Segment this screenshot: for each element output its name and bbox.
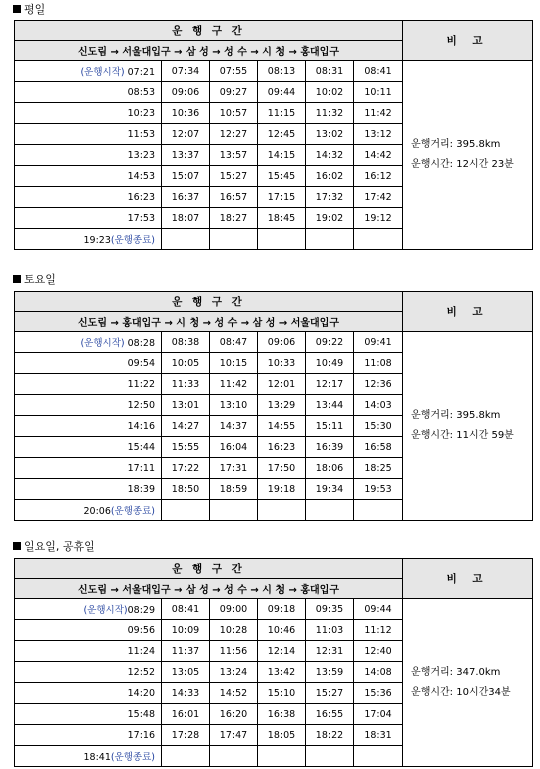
end-tag: (운행종료) xyxy=(110,752,155,763)
time-cell: 12:27 xyxy=(210,124,258,145)
header-note: 비 고 xyxy=(403,559,533,599)
time-cell: 19:02 xyxy=(306,208,354,229)
time-cell: 12:40 xyxy=(354,641,403,662)
time-cell: 14:03 xyxy=(354,395,403,416)
last-departure-time: 19:23 xyxy=(83,235,111,246)
time-cell: 12:14 xyxy=(258,641,306,662)
departure-time: 14:16 xyxy=(15,416,162,437)
section-title-saturday xyxy=(13,273,56,287)
departure-time: 07:21 xyxy=(127,67,155,78)
time-cell: 08:47 xyxy=(210,332,258,353)
time-cell: 11:56 xyxy=(210,641,258,662)
time-cell: 12:45 xyxy=(258,124,306,145)
time-cell: 11:42 xyxy=(210,374,258,395)
time-cell: 12:07 xyxy=(162,124,210,145)
time-cell: 10:05 xyxy=(162,353,210,374)
time-cell: 11:32 xyxy=(306,103,354,124)
time-cell: 14:32 xyxy=(306,145,354,166)
time-cell: 16:12 xyxy=(354,166,403,187)
time-cell: 18:45 xyxy=(258,208,306,229)
departure-time: 12:52 xyxy=(15,662,162,683)
time-cell: 13:05 xyxy=(162,662,210,683)
duration-text: 운행시간: 11시간 59분 xyxy=(411,430,514,441)
empty-cell xyxy=(162,229,210,250)
time-cell: 14:42 xyxy=(354,145,403,166)
time-cell: 17:32 xyxy=(306,187,354,208)
time-cell: 09:27 xyxy=(210,82,258,103)
time-cell: 16:02 xyxy=(306,166,354,187)
last-departure-cell xyxy=(15,500,162,521)
header-note: 비 고 xyxy=(403,21,533,61)
empty-cell xyxy=(258,500,306,521)
empty-cell xyxy=(162,500,210,521)
time-cell: 18:50 xyxy=(162,479,210,500)
time-cell: 09:44 xyxy=(258,82,306,103)
time-cell: 10:46 xyxy=(258,620,306,641)
time-cell: 07:34 xyxy=(162,61,210,82)
departure-time: 08:28 xyxy=(127,338,155,349)
time-cell: 14:08 xyxy=(354,662,403,683)
time-cell: 17:42 xyxy=(354,187,403,208)
time-cell: 16:38 xyxy=(258,704,306,725)
time-cell: 13:44 xyxy=(306,395,354,416)
departure-time: 08:29 xyxy=(127,605,155,616)
time-cell: 15:11 xyxy=(306,416,354,437)
time-cell: 10:15 xyxy=(210,353,258,374)
time-cell: 15:30 xyxy=(354,416,403,437)
departure-time: 10:23 xyxy=(15,103,162,124)
time-cell: 14:52 xyxy=(210,683,258,704)
time-cell: 17:15 xyxy=(258,187,306,208)
table-row xyxy=(15,61,533,82)
departure-time: 13:23 xyxy=(15,145,162,166)
time-cell: 09:44 xyxy=(354,599,403,620)
departure-time: 12:50 xyxy=(15,395,162,416)
time-cell: 15:10 xyxy=(258,683,306,704)
last-departure-cell xyxy=(15,746,162,767)
time-cell: 16:39 xyxy=(306,437,354,458)
time-cell: 16:04 xyxy=(210,437,258,458)
time-cell: 14:55 xyxy=(258,416,306,437)
time-cell: 10:33 xyxy=(258,353,306,374)
header-note: 비 고 xyxy=(403,292,533,332)
empty-cell xyxy=(210,500,258,521)
departure-time: 08:53 xyxy=(15,82,162,103)
empty-cell xyxy=(210,746,258,767)
time-cell: 18:31 xyxy=(354,725,403,746)
time-cell: 14:27 xyxy=(162,416,210,437)
time-cell: 15:27 xyxy=(210,166,258,187)
start-tag: (운행시작) xyxy=(83,605,128,616)
header-section: 운 행 구 간 xyxy=(15,292,403,312)
time-cell: 08:41 xyxy=(354,61,403,82)
time-cell: 17:31 xyxy=(210,458,258,479)
time-cell: 10:49 xyxy=(306,353,354,374)
table-row xyxy=(15,599,533,620)
time-cell: 18:27 xyxy=(210,208,258,229)
time-cell: 10:09 xyxy=(162,620,210,641)
note-cell xyxy=(403,332,533,521)
departure-time: 15:48 xyxy=(15,704,162,725)
time-cell: 19:12 xyxy=(354,208,403,229)
time-cell: 15:45 xyxy=(258,166,306,187)
time-cell: 13:29 xyxy=(258,395,306,416)
departure-time: 09:56 xyxy=(15,620,162,641)
time-cell: 16:57 xyxy=(210,187,258,208)
last-departure-cell xyxy=(15,229,162,250)
empty-cell xyxy=(210,229,258,250)
start-tag: (운행시작) xyxy=(80,338,125,349)
departure-time: 15:44 xyxy=(15,437,162,458)
time-cell: 11:08 xyxy=(354,353,403,374)
time-cell: 18:22 xyxy=(306,725,354,746)
time-cell: 16:01 xyxy=(162,704,210,725)
time-cell: 09:18 xyxy=(258,599,306,620)
time-cell: 07:55 xyxy=(210,61,258,82)
time-cell: 16:37 xyxy=(162,187,210,208)
table-row xyxy=(15,332,533,353)
departure-time: 17:16 xyxy=(15,725,162,746)
time-cell: 13:42 xyxy=(258,662,306,683)
time-cell: 15:36 xyxy=(354,683,403,704)
time-cell: 08:13 xyxy=(258,61,306,82)
empty-cell xyxy=(162,746,210,767)
time-cell: 19:53 xyxy=(354,479,403,500)
bullet-square-icon xyxy=(13,542,21,550)
time-cell: 10:57 xyxy=(210,103,258,124)
section-title-holiday xyxy=(13,540,95,554)
time-cell: 09:00 xyxy=(210,599,258,620)
departure-time: 16:23 xyxy=(15,187,162,208)
empty-cell xyxy=(354,746,403,767)
time-cell: 19:18 xyxy=(258,479,306,500)
time-cell: 08:38 xyxy=(162,332,210,353)
time-cell: 18:07 xyxy=(162,208,210,229)
distance-text: 운행거리: 395.8km xyxy=(411,139,501,150)
time-cell: 12:31 xyxy=(306,641,354,662)
bullet-square-icon xyxy=(13,275,21,283)
distance-text: 운행거리: 395.8km xyxy=(411,410,501,421)
time-cell: 17:22 xyxy=(162,458,210,479)
time-cell: 13:02 xyxy=(306,124,354,145)
departure-time: 11:53 xyxy=(15,124,162,145)
timetable-weekday xyxy=(14,20,533,250)
departure-cell xyxy=(15,332,162,353)
section-title-text: 일요일, 공휴일 xyxy=(24,540,95,553)
time-cell: 17:47 xyxy=(210,725,258,746)
header-route: 신도림 → 홍대입구 → 시 청 → 성 수 → 삼 성 → 서울대입구 xyxy=(15,312,403,332)
time-cell: 18:59 xyxy=(210,479,258,500)
time-cell: 09:41 xyxy=(354,332,403,353)
empty-cell xyxy=(258,746,306,767)
time-cell: 16:23 xyxy=(258,437,306,458)
time-cell: 12:01 xyxy=(258,374,306,395)
empty-cell xyxy=(306,229,354,250)
header-route: 신도림 → 서울대입구 → 삼 성 → 성 수 → 시 청 → 홍대입구 xyxy=(15,41,403,61)
section-title-text: 토요일 xyxy=(24,273,56,286)
time-cell: 16:58 xyxy=(354,437,403,458)
time-cell: 09:06 xyxy=(162,82,210,103)
empty-cell xyxy=(354,229,403,250)
time-cell: 18:25 xyxy=(354,458,403,479)
time-cell: 10:28 xyxy=(210,620,258,641)
departure-time: 09:54 xyxy=(15,353,162,374)
time-cell: 12:17 xyxy=(306,374,354,395)
time-cell: 16:55 xyxy=(306,704,354,725)
time-cell: 19:34 xyxy=(306,479,354,500)
empty-cell xyxy=(354,500,403,521)
time-cell: 09:22 xyxy=(306,332,354,353)
duration-text: 운행시간: 10시간34분 xyxy=(411,686,511,698)
time-cell: 11:37 xyxy=(162,641,210,662)
bullet-square-icon xyxy=(13,5,21,13)
end-tag: (운행종료) xyxy=(110,235,155,246)
time-cell: 18:05 xyxy=(258,725,306,746)
time-cell: 13:37 xyxy=(162,145,210,166)
time-cell: 18:06 xyxy=(306,458,354,479)
time-cell: 10:11 xyxy=(354,82,403,103)
time-cell: 11:03 xyxy=(306,620,354,641)
time-cell: 14:33 xyxy=(162,683,210,704)
time-cell: 14:15 xyxy=(258,145,306,166)
timetable-saturday xyxy=(14,291,533,521)
time-cell: 15:07 xyxy=(162,166,210,187)
departure-time: 17:11 xyxy=(15,458,162,479)
header-section: 운 행 구 간 xyxy=(15,559,403,579)
departure-cell xyxy=(15,61,162,82)
duration-text: 운행시간: 12시간 23분 xyxy=(411,159,514,170)
time-cell: 08:41 xyxy=(162,599,210,620)
last-departure-time: 20:06 xyxy=(83,506,111,517)
empty-cell xyxy=(306,500,354,521)
time-cell: 13:59 xyxy=(306,662,354,683)
empty-cell xyxy=(258,229,306,250)
departure-cell xyxy=(15,599,162,620)
distance-text: 운행거리: 347.0km xyxy=(411,666,501,678)
time-cell: 08:31 xyxy=(306,61,354,82)
time-cell: 11:15 xyxy=(258,103,306,124)
time-cell: 09:35 xyxy=(306,599,354,620)
time-cell: 15:55 xyxy=(162,437,210,458)
departure-time: 11:24 xyxy=(15,641,162,662)
time-cell: 10:36 xyxy=(162,103,210,124)
time-cell: 12:36 xyxy=(354,374,403,395)
header-route: 신도림 → 서울대입구 → 삼 성 → 성 수 → 시 청 → 홍대입구 xyxy=(15,579,403,599)
time-cell: 13:12 xyxy=(354,124,403,145)
time-cell: 13:57 xyxy=(210,145,258,166)
note-cell xyxy=(403,61,533,250)
header-section: 운 행 구 간 xyxy=(15,21,403,41)
last-departure-time: 18:41 xyxy=(83,752,111,763)
time-cell: 17:28 xyxy=(162,725,210,746)
empty-cell xyxy=(306,746,354,767)
section-title-text: 평일 xyxy=(24,3,46,16)
section-title-weekday xyxy=(13,3,45,17)
time-cell: 16:20 xyxy=(210,704,258,725)
start-tag: (운행시작) xyxy=(80,67,125,78)
departure-time: 17:53 xyxy=(15,208,162,229)
note-cell xyxy=(403,599,533,767)
time-cell: 09:06 xyxy=(258,332,306,353)
time-cell: 11:33 xyxy=(162,374,210,395)
time-cell: 13:10 xyxy=(210,395,258,416)
departure-time: 11:22 xyxy=(15,374,162,395)
time-cell: 14:37 xyxy=(210,416,258,437)
departure-time: 14:53 xyxy=(15,166,162,187)
time-cell: 10:02 xyxy=(306,82,354,103)
departure-time: 14:20 xyxy=(15,683,162,704)
time-cell: 17:50 xyxy=(258,458,306,479)
departure-time: 18:39 xyxy=(15,479,162,500)
time-cell: 11:12 xyxy=(354,620,403,641)
time-cell: 17:04 xyxy=(354,704,403,725)
end-tag: (운행종료) xyxy=(110,506,155,517)
time-cell: 13:24 xyxy=(210,662,258,683)
time-cell: 13:01 xyxy=(162,395,210,416)
timetable-holiday xyxy=(14,558,533,767)
time-cell: 11:42 xyxy=(354,103,403,124)
time-cell: 15:27 xyxy=(306,683,354,704)
